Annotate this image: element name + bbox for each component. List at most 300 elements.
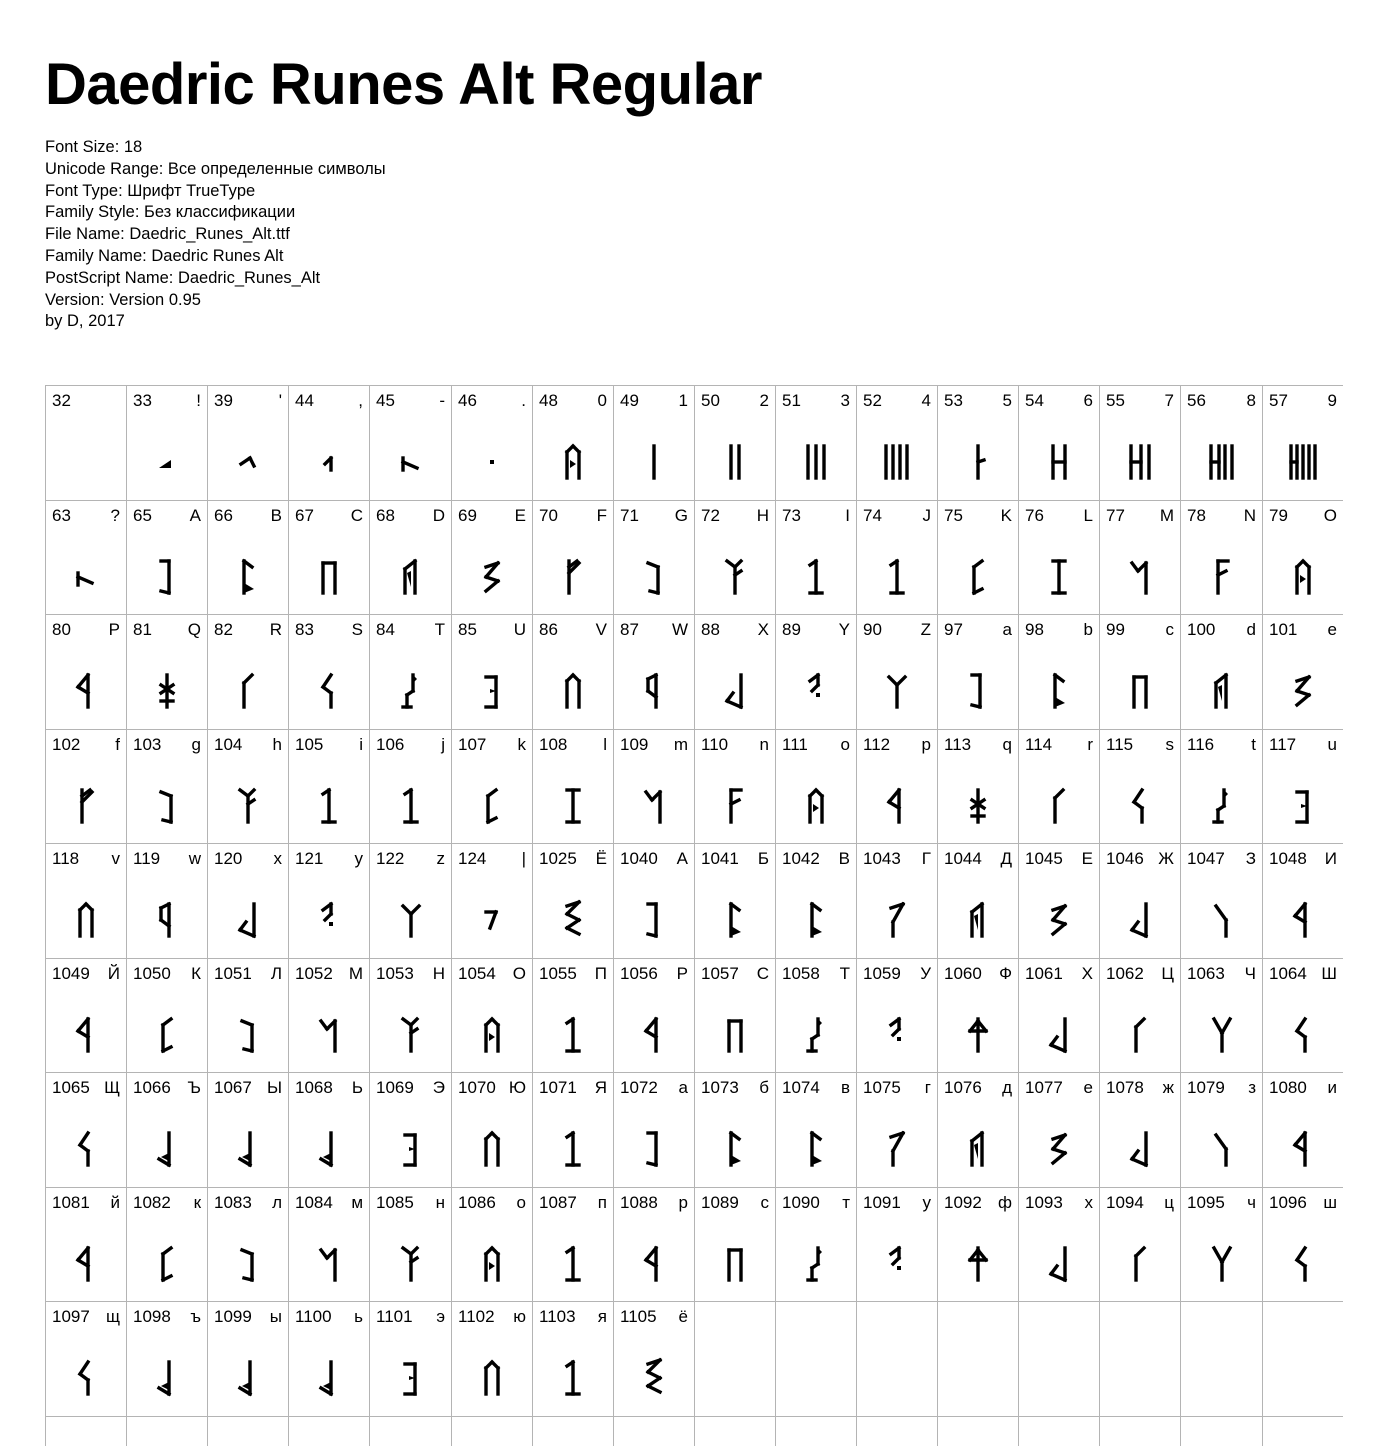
glyph-code: 45 <box>376 391 395 410</box>
glyph-code: 1068 <box>295 1078 333 1097</box>
glyph-code: 1076 <box>944 1078 982 1097</box>
glyph-code: 1078 <box>1106 1078 1144 1097</box>
rune-glyph-icon <box>208 900 288 940</box>
rune-glyph-icon <box>614 1129 694 1169</box>
empty-cell <box>695 1417 776 1446</box>
font-type-line: Font Type: Шрифт TrueType <box>45 181 256 200</box>
glyph-code: 1098 <box>133 1307 171 1326</box>
glyph-code: 1105 <box>620 1307 657 1326</box>
glyph-cell <box>452 1073 533 1188</box>
glyph-cell <box>208 1302 289 1417</box>
glyph-char: р <box>678 1193 688 1212</box>
rune-glyph-icon <box>127 1244 207 1284</box>
rune-glyph-icon <box>127 557 207 597</box>
glyph-char: ь <box>354 1307 363 1326</box>
glyph-cell <box>370 615 452 730</box>
rune-glyph-icon <box>1100 900 1180 940</box>
glyph-cell <box>857 386 938 501</box>
glyph-cell <box>857 501 938 615</box>
glyph-char: 0 <box>597 391 607 410</box>
glyph-char: 9 <box>1327 391 1337 410</box>
rune-glyph-icon <box>208 786 288 826</box>
rune-glyph-icon <box>938 442 1018 482</box>
glyph-cell <box>1181 1188 1263 1302</box>
glyph-cell <box>1100 501 1181 615</box>
glyph-char: y <box>354 849 363 868</box>
rune-glyph-icon <box>695 786 775 826</box>
rune-glyph-icon <box>938 1015 1018 1055</box>
rune-glyph-icon <box>289 900 369 940</box>
glyph-cell <box>857 844 938 959</box>
glyph-code: 108 <box>539 735 568 754</box>
glyph-cell <box>208 615 289 730</box>
rune-glyph-icon <box>127 900 207 940</box>
rune-glyph-icon <box>533 1244 613 1284</box>
glyph-char: Ы <box>266 1078 282 1097</box>
glyph-char: 3 <box>840 391 850 410</box>
glyph-char: O <box>1323 506 1337 525</box>
rune-glyph-icon <box>533 1129 613 1169</box>
glyph-code: 111 <box>782 735 808 754</box>
glyph-code: 50 <box>701 391 720 410</box>
glyph-code: 1062 <box>1106 964 1144 983</box>
rune-glyph-icon <box>208 671 288 711</box>
glyph-char: щ <box>106 1307 120 1326</box>
glyph-code: 115 <box>1106 735 1134 754</box>
glyph-code: 77 <box>1106 506 1125 525</box>
glyph-code: 57 <box>1269 391 1288 410</box>
glyph-cell <box>289 730 370 844</box>
rune-glyph-icon <box>370 442 451 482</box>
rune-glyph-icon <box>614 442 694 482</box>
rune-glyph-icon <box>1181 557 1262 597</box>
glyph-char: d <box>1246 620 1256 639</box>
glyph-cell <box>452 730 533 844</box>
glyph-cell <box>533 959 614 1073</box>
glyph-code: 55 <box>1106 391 1125 410</box>
glyph-cell <box>46 501 127 615</box>
rune-glyph-icon <box>46 1129 126 1169</box>
rune-glyph-icon <box>614 671 694 711</box>
glyph-char: Р <box>676 964 688 983</box>
glyph-char: Д <box>1000 849 1012 868</box>
glyph-char: с <box>760 1193 769 1212</box>
glyph-char: М <box>348 964 363 983</box>
glyph-cell <box>533 1188 614 1302</box>
glyph-cell <box>208 730 289 844</box>
rune-glyph-icon <box>127 786 207 826</box>
glyph-cell <box>46 730 127 844</box>
glyph-cell <box>289 844 370 959</box>
glyph-code: 1095 <box>1187 1193 1225 1212</box>
rune-glyph-icon <box>776 786 856 826</box>
glyph-cell <box>857 1188 938 1302</box>
glyph-char: b <box>1083 620 1093 639</box>
glyph-char: k <box>517 735 526 754</box>
rune-glyph-icon <box>370 671 451 711</box>
glyph-char: Г <box>921 849 931 868</box>
glyph-cell <box>46 1073 127 1188</box>
glyph-char: M <box>1159 506 1174 525</box>
glyph-code: 1051 <box>214 964 252 983</box>
glyph-cell <box>614 501 695 615</box>
glyph-code: 32 <box>52 391 71 410</box>
rune-glyph-icon <box>857 671 937 711</box>
glyph-code: 1053 <box>376 964 414 983</box>
glyph-cell <box>46 1188 127 1302</box>
glyph-cell <box>776 844 857 959</box>
glyph-char: C <box>350 506 363 525</box>
glyph-cell <box>1100 1073 1181 1188</box>
rune-glyph-icon <box>1263 671 1343 711</box>
glyph-char: - <box>439 391 445 410</box>
glyph-cell <box>533 844 614 959</box>
glyph-code: 1066 <box>133 1078 171 1097</box>
glyph-char: l <box>603 735 607 754</box>
rune-glyph-icon <box>208 557 288 597</box>
glyph-code: 105 <box>295 735 324 754</box>
rune-glyph-icon <box>1019 442 1099 482</box>
glyph-cell <box>1263 1073 1343 1188</box>
glyph-code: 75 <box>944 506 963 525</box>
glyph-code: 65 <box>133 506 152 525</box>
glyph-char: ! <box>196 391 201 410</box>
rune-glyph-icon <box>1181 786 1262 826</box>
rune-glyph-icon <box>46 671 126 711</box>
glyph-code: 113 <box>944 735 972 754</box>
rune-glyph-icon <box>776 1015 856 1055</box>
glyph-code: 67 <box>295 506 314 525</box>
glyph-char: P <box>108 620 120 639</box>
empty-cell <box>46 1417 127 1446</box>
glyph-cell <box>289 1302 370 1417</box>
glyph-cell <box>46 1302 127 1417</box>
glyph-char: о <box>516 1193 526 1212</box>
glyph-code: 1050 <box>133 964 171 983</box>
glyph-char: B <box>270 506 282 525</box>
glyph-char: R <box>269 620 282 639</box>
glyph-code: 72 <box>701 506 720 525</box>
rune-glyph-icon <box>614 557 694 597</box>
glyph-char: 7 <box>1164 391 1174 410</box>
family-style-line: Family Style: Без классификации <box>45 203 296 222</box>
glyph-cell <box>127 730 208 844</box>
glyph-code: 84 <box>376 620 395 639</box>
glyph-code: 1079 <box>1187 1078 1225 1097</box>
glyph-cell <box>857 615 938 730</box>
glyph-code: 46 <box>458 391 477 410</box>
glyph-code: 1069 <box>376 1078 414 1097</box>
glyph-code: 122 <box>376 849 405 868</box>
glyph-code: 1099 <box>214 1307 252 1326</box>
glyph-cell <box>614 730 695 844</box>
rune-glyph-icon <box>127 1129 207 1169</box>
glyph-code: 44 <box>295 391 314 410</box>
glyph-char: p <box>921 735 931 754</box>
glyph-code: 88 <box>701 620 720 639</box>
rune-glyph-icon <box>938 671 1018 711</box>
glyph-cell <box>1100 386 1181 501</box>
empty-cell <box>1019 1417 1100 1446</box>
glyph-cell <box>1100 730 1181 844</box>
rune-glyph-icon <box>370 1129 451 1169</box>
glyph-cell <box>776 386 857 501</box>
glyph-char: х <box>1084 1193 1093 1212</box>
glyph-cell <box>1181 615 1263 730</box>
glyph-code: 1097 <box>52 1307 90 1326</box>
rune-glyph-icon <box>1181 442 1262 482</box>
rune-glyph-icon <box>46 1015 126 1055</box>
rune-glyph-icon <box>1100 1015 1180 1055</box>
glyph-char: м <box>351 1193 363 1212</box>
glyph-char: Е <box>1081 849 1093 868</box>
rune-glyph-icon <box>938 900 1018 940</box>
glyph-char: J <box>922 506 931 525</box>
rune-glyph-icon <box>452 1244 532 1284</box>
glyph-cell <box>289 501 370 615</box>
empty-cell <box>1181 1417 1263 1446</box>
glyph-char: ш <box>1323 1193 1337 1212</box>
glyph-cell <box>776 1188 857 1302</box>
glyph-cell <box>208 844 289 959</box>
rune-glyph-icon <box>938 1244 1018 1284</box>
rune-glyph-icon <box>370 1358 451 1398</box>
glyph-cell <box>1019 615 1100 730</box>
glyph-code: 68 <box>376 506 395 525</box>
rune-glyph-icon <box>208 1015 288 1055</box>
rune-glyph-icon <box>695 1129 775 1169</box>
glyph-cell <box>695 959 776 1073</box>
glyph-code: 1091 <box>863 1193 901 1212</box>
glyph-code: 1081 <box>52 1193 90 1212</box>
rune-glyph-icon <box>695 1244 775 1284</box>
rune-glyph-icon <box>1100 1244 1180 1284</box>
glyph-cell <box>452 1302 533 1417</box>
rune-glyph-icon <box>1019 1129 1099 1169</box>
rune-glyph-icon <box>533 442 613 482</box>
glyph-cell <box>614 844 695 959</box>
rune-glyph-icon <box>776 900 856 940</box>
glyph-code: 78 <box>1187 506 1206 525</box>
glyph-char: т <box>842 1193 850 1212</box>
rune-glyph-icon <box>127 1015 207 1055</box>
rune-glyph-icon <box>1019 557 1099 597</box>
glyph-char: ч <box>1247 1193 1256 1212</box>
unicode-range-line: Unicode Range: Все определенные символы <box>45 159 386 178</box>
glyph-code: 83 <box>295 620 314 639</box>
glyph-cell <box>1181 844 1263 959</box>
glyph-code: 112 <box>863 735 891 754</box>
rune-glyph-icon <box>1100 1129 1180 1169</box>
rune-glyph-icon <box>857 786 937 826</box>
glyph-char: m <box>673 735 688 754</box>
glyph-cell <box>776 1073 857 1188</box>
glyph-code: 1070 <box>458 1078 496 1097</box>
rune-glyph-icon <box>46 786 126 826</box>
glyph-cell <box>127 501 208 615</box>
glyph-code: 39 <box>214 391 233 410</box>
glyph-code: 1058 <box>782 964 820 983</box>
rune-glyph-icon <box>857 442 937 482</box>
glyph-cell <box>938 615 1019 730</box>
glyph-char: И <box>1324 849 1337 868</box>
glyph-char: N <box>1243 506 1256 525</box>
empty-cell <box>533 1417 614 1446</box>
glyph-cell <box>289 386 370 501</box>
rune-glyph-icon <box>857 1015 937 1055</box>
rune-glyph-icon <box>1100 786 1180 826</box>
glyph-cell <box>695 730 776 844</box>
glyph-char: к <box>193 1193 201 1212</box>
glyph-char: Ш <box>1321 964 1337 983</box>
glyph-cell <box>938 386 1019 501</box>
rune-glyph-icon <box>1019 900 1099 940</box>
glyph-char: n <box>759 735 769 754</box>
empty-cell <box>776 1302 857 1417</box>
empty-cell <box>208 1417 289 1446</box>
glyph-code: 86 <box>539 620 558 639</box>
glyph-char: й <box>110 1193 120 1212</box>
glyph-code: 1100 <box>295 1307 332 1326</box>
glyph-char: О <box>512 964 526 983</box>
glyph-char: W <box>671 620 688 639</box>
glyph-char: Н <box>432 964 445 983</box>
glyph-cell <box>370 386 452 501</box>
glyph-cell <box>695 615 776 730</box>
glyph-code: 97 <box>944 620 963 639</box>
rune-glyph-icon <box>533 786 613 826</box>
rune-glyph-icon <box>614 1015 694 1055</box>
rune-glyph-icon <box>1019 1015 1099 1055</box>
glyph-code: 1063 <box>1187 964 1225 983</box>
glyph-cell <box>1263 615 1343 730</box>
glyph-char: ы <box>269 1307 282 1326</box>
glyph-cell <box>776 501 857 615</box>
rune-glyph-icon <box>776 1129 856 1169</box>
glyph-cell <box>452 1188 533 1302</box>
rune-glyph-icon <box>857 900 937 940</box>
rune-glyph-icon <box>1019 671 1099 711</box>
glyph-char: u <box>1327 735 1337 754</box>
glyph-cell <box>208 959 289 1073</box>
glyph-char: П <box>594 964 607 983</box>
glyph-code: 1042 <box>782 849 820 868</box>
rune-glyph-icon <box>533 1015 613 1055</box>
glyph-cell <box>289 1188 370 1302</box>
rune-glyph-icon <box>46 1358 126 1398</box>
glyph-code: 1061 <box>1025 964 1063 983</box>
glyph-cell <box>614 1302 695 1417</box>
glyph-char: Б <box>757 849 769 868</box>
glyph-code: 107 <box>458 735 487 754</box>
rune-glyph-icon <box>614 786 694 826</box>
glyph-code: 80 <box>52 620 71 639</box>
glyph-char: в <box>840 1078 850 1097</box>
glyph-cell <box>127 1188 208 1302</box>
glyph-char: з <box>1248 1078 1256 1097</box>
glyph-char: r <box>1087 735 1093 754</box>
rune-glyph-icon <box>289 786 369 826</box>
rune-glyph-icon <box>452 557 532 597</box>
glyph-code: 1089 <box>701 1193 739 1212</box>
glyph-cell <box>695 1073 776 1188</box>
glyph-cell <box>938 1073 1019 1188</box>
glyph-code: 1052 <box>295 964 333 983</box>
glyph-cell <box>1263 730 1343 844</box>
glyph-char: j <box>441 735 445 754</box>
glyph-char: З <box>1245 849 1256 868</box>
glyph-char: t <box>1251 735 1256 754</box>
rune-glyph-icon <box>1181 900 1262 940</box>
glyph-cell <box>1019 386 1100 501</box>
glyph-cell <box>614 959 695 1073</box>
empty-cell <box>1100 1302 1181 1417</box>
glyph-char: У <box>920 964 931 983</box>
glyph-char: Щ <box>104 1078 120 1097</box>
glyph-char: G <box>674 506 688 525</box>
glyph-char: Т <box>839 964 850 983</box>
glyph-code: 70 <box>539 506 558 525</box>
rune-glyph-icon <box>776 557 856 597</box>
glyph-code: 74 <box>863 506 882 525</box>
glyph-code: 33 <box>133 391 152 410</box>
glyph-cell <box>533 386 614 501</box>
rune-glyph-icon <box>1181 1244 1262 1284</box>
rune-glyph-icon <box>695 557 775 597</box>
glyph-char: ю <box>513 1307 526 1326</box>
glyph-char: Z <box>920 620 931 639</box>
rune-glyph-icon <box>533 671 613 711</box>
glyph-code: 1056 <box>620 964 658 983</box>
glyph-char: z <box>436 849 445 868</box>
empty-cell <box>938 1302 1019 1417</box>
glyph-code: 1055 <box>539 964 577 983</box>
glyph-code: 106 <box>376 735 405 754</box>
author-line: by D, 2017 <box>45 312 125 331</box>
glyph-code: 109 <box>620 735 649 754</box>
glyph-cell <box>1181 1073 1263 1188</box>
glyph-cell <box>533 501 614 615</box>
glyph-cell <box>1019 730 1100 844</box>
glyph-cell <box>1263 1188 1343 1302</box>
empty-cell <box>452 1417 533 1446</box>
glyph-cell <box>1263 501 1343 615</box>
glyph-char: Ё <box>595 849 607 868</box>
rune-glyph-icon <box>289 1358 369 1398</box>
rune-glyph-icon <box>1019 1244 1099 1284</box>
glyph-char: и <box>1327 1078 1337 1097</box>
glyph-code: 53 <box>944 391 963 410</box>
rune-glyph-icon <box>127 442 207 482</box>
glyph-code: 1093 <box>1025 1193 1063 1212</box>
glyph-char: U <box>513 620 526 639</box>
glyph-char: ё <box>678 1307 688 1326</box>
glyph-cell <box>127 386 208 501</box>
rune-glyph-icon <box>533 900 613 940</box>
glyph-char: ? <box>110 506 120 525</box>
glyph-char: ж <box>1162 1078 1174 1097</box>
rune-glyph-icon <box>127 1358 207 1398</box>
file-name-line: File Name: Daedric_Runes_Alt.ttf <box>45 225 290 244</box>
glyph-char: L <box>1083 506 1093 525</box>
glyph-code: 1060 <box>944 964 982 983</box>
glyph-cell <box>1019 959 1100 1073</box>
glyph-char: А <box>676 849 688 868</box>
glyph-char: X <box>757 620 769 639</box>
glyph-cell <box>614 615 695 730</box>
postscript-name-line: PostScript Name: Daedric_Runes_Alt <box>45 268 321 287</box>
glyph-cell <box>938 1188 1019 1302</box>
